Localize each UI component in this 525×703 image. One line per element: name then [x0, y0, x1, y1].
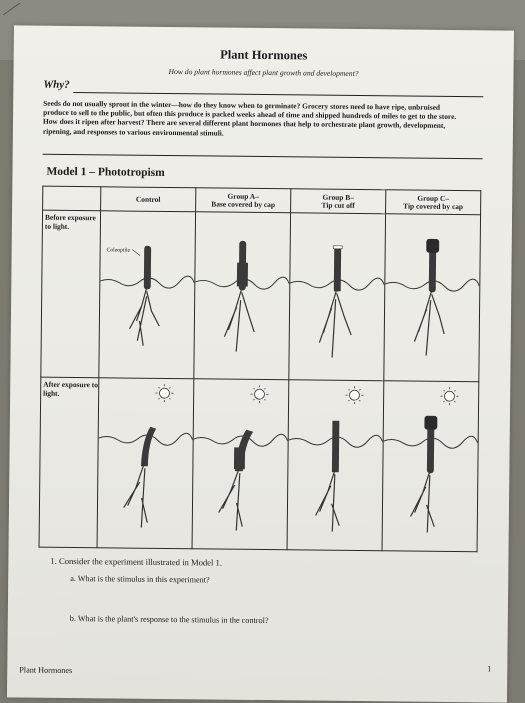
cell-after-group-a: [192, 379, 289, 550]
corner-cell: [43, 186, 101, 211]
table-row-after: [39, 377, 479, 552]
model-title: Model 1 – Phototropism: [46, 165, 165, 179]
pen-mark-icon: [2, 2, 22, 16]
cell-before-group-c: [384, 214, 481, 382]
table-row-before: [41, 210, 481, 382]
plant-seedling-icon: [194, 212, 290, 379]
column-header-control: Control: [101, 187, 196, 212]
plant-seedling-icon: [288, 380, 384, 550]
sun-icon: [155, 384, 173, 402]
column-header-group-b: Group B– Tip cut off: [291, 189, 386, 214]
page-title: Plant Hormones: [220, 47, 308, 63]
question-1b: b. What is the plant's response to the stimulus in the control?: [69, 613, 269, 626]
coleoptile-label: Coleoptile: [106, 247, 131, 254]
plant-seedling-icon: [383, 381, 479, 551]
sun-icon: [440, 387, 458, 405]
cell-before-control: [99, 211, 196, 379]
worksheet-page: [7, 25, 514, 702]
plant-seedling-icon: [99, 211, 195, 378]
sun-icon: [345, 386, 363, 404]
plant-seedling-icon: [384, 214, 480, 381]
why-rule-bottom: [43, 154, 483, 160]
question-1a: a. What is the stimulus in this experiment?: [70, 574, 210, 585]
row-label-before: Before exposure to light.: [41, 210, 101, 378]
sun-icon: [250, 385, 268, 403]
page-number: 1: [487, 664, 492, 674]
cell-after-group-b: [287, 380, 384, 551]
footer-title: Plant Hormones: [19, 665, 73, 676]
cell-after-group-c: [382, 381, 479, 552]
plant-seedling-icon: [289, 213, 385, 380]
phototropism-table: [39, 186, 482, 553]
cell-before-group-b: [289, 213, 386, 381]
why-paragraph: Seeds do not usually sprout in the winter—how do they know when to germinate? Grocery stores need to have ripe, unbruised produce to sell to the public, but often this produce is packed weeks ahead of time and shipped hundreds of miles to get to the store. How does it ripen after harvest? There are several different plant hormones that help to orchestrate plant growth, development, ripening, and responses to various environmental stimuli.: [42, 98, 457, 138]
column-header-group-a: Group A– Base covered by cap: [196, 188, 291, 213]
cell-after-control: [97, 378, 194, 549]
cell-before-group-a: [194, 212, 291, 380]
plant-seedling-icon: [193, 379, 289, 549]
column-header-group-c: Group C– Tip covered by cap: [386, 190, 481, 215]
page-subtitle: How do plant hormones affect plant growth and development?: [168, 67, 359, 78]
why-heading: Why?: [43, 78, 70, 91]
question-1: 1. Consider the experiment illustrated in Model 1.: [50, 555, 223, 568]
row-label-after: After exposure to light.: [39, 377, 99, 548]
why-rule-top: [73, 92, 483, 97]
plant-seedling-icon: [98, 378, 194, 548]
